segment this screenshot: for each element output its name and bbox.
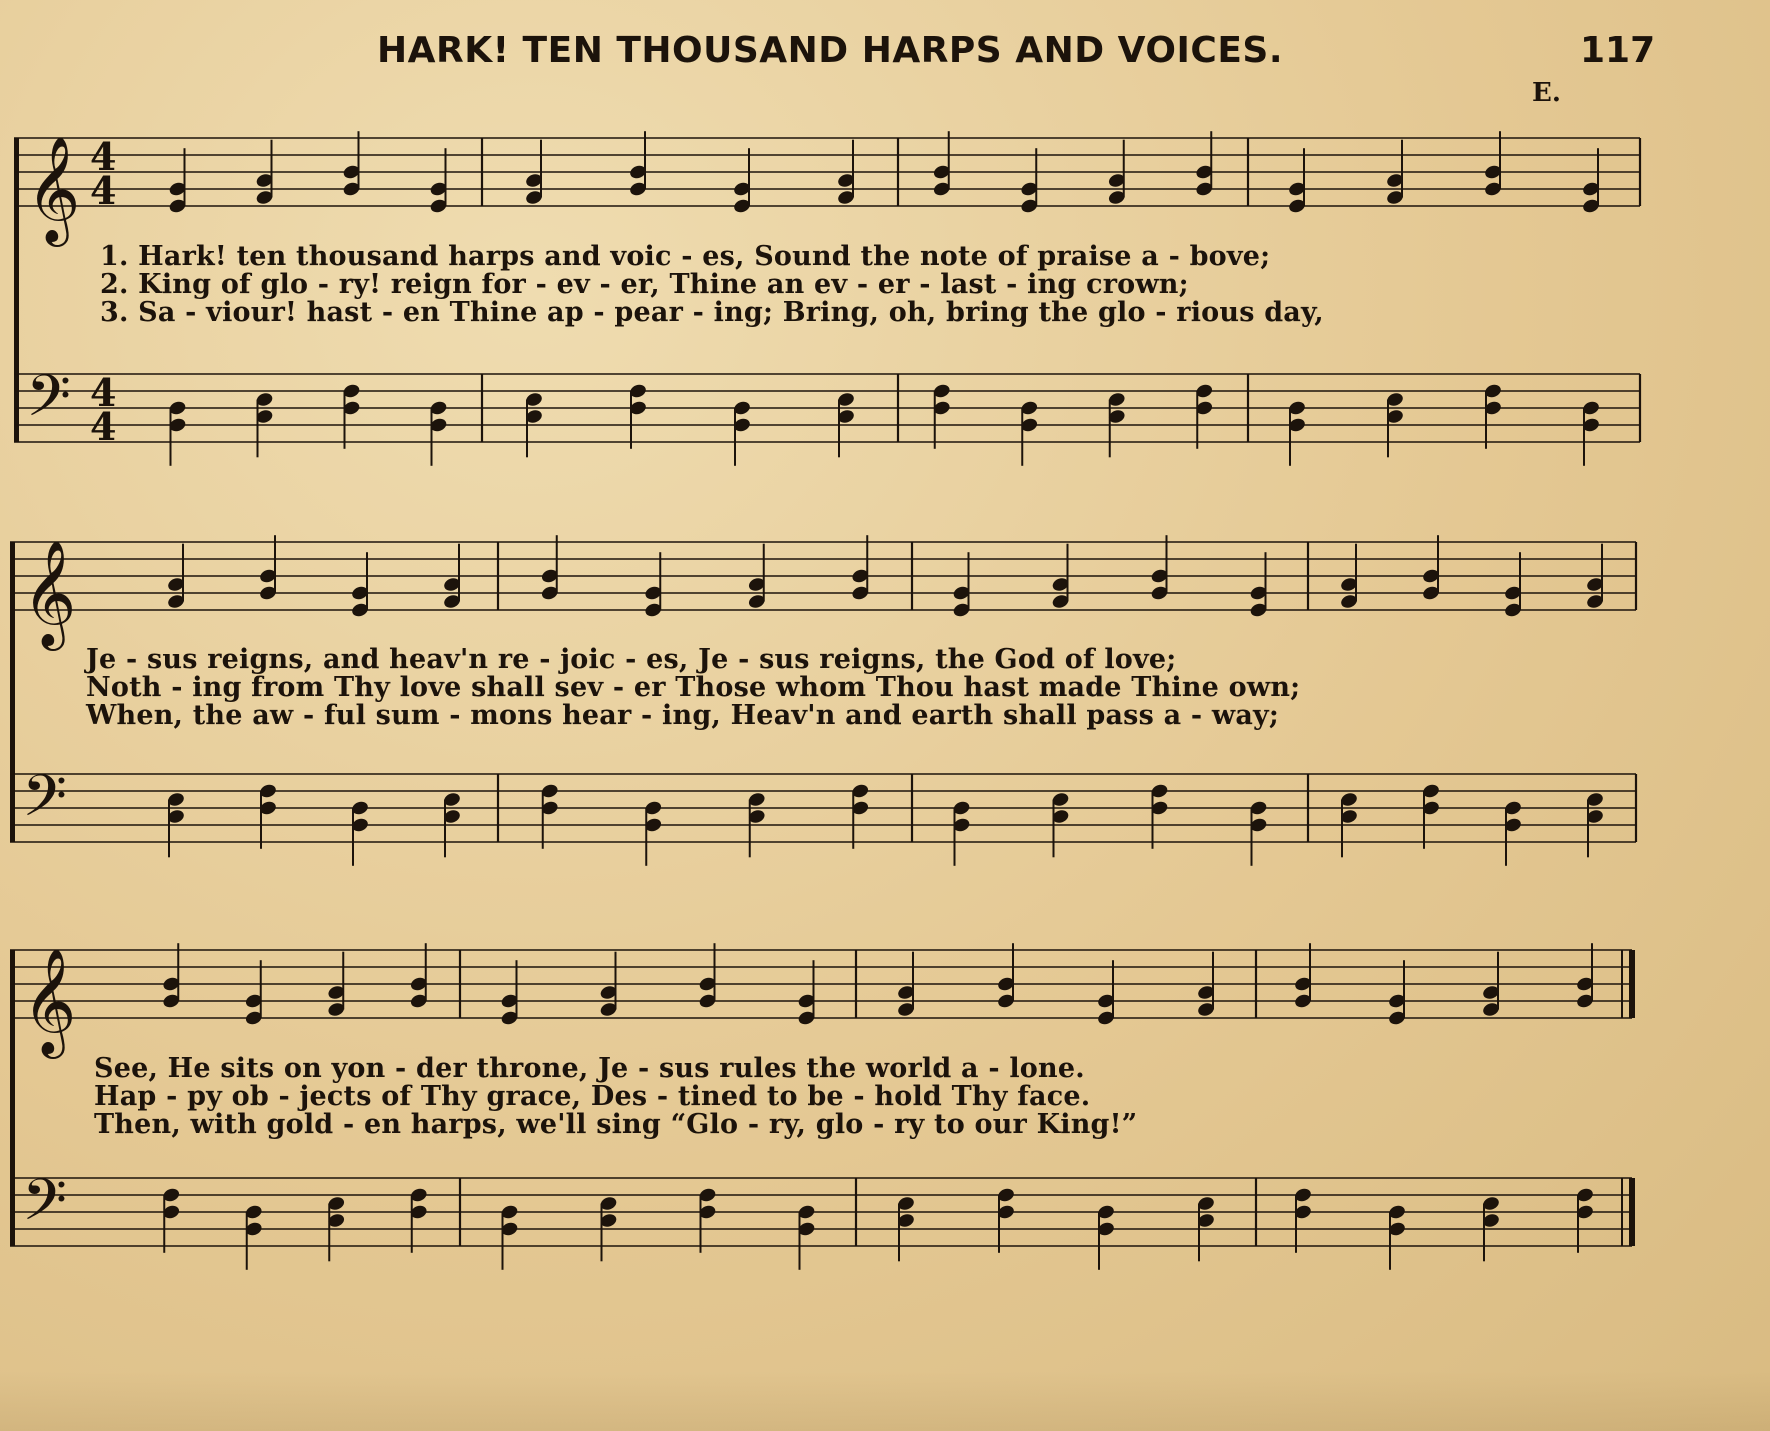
lyric-line: Then, with gold - en harps, we'll sing “Glo - ry, glo - ry to our King!” xyxy=(94,1109,1138,1140)
paper-shadow xyxy=(0,1371,1770,1431)
time-signature: 4 xyxy=(90,168,117,213)
page-title: HARK! TEN THOUSAND HARPS AND VOICES. xyxy=(376,30,1284,71)
time-signature: 4 xyxy=(90,370,117,415)
lyric-line: 3. Sa - viour! hast - en Thine ap - pear - ing; Bring, oh, bring the glo - rious day, xyxy=(100,297,1324,328)
lyric-line: 1. Hark! ten thousand harps and voic - es, Sound the note of praise a - bove; xyxy=(100,241,1271,272)
lyric-line: 2. King of glo - ry! reign for - ev - er, Thine an ev - er - last - ing crown; xyxy=(100,269,1189,300)
treble-clef-icon: 𝄞 xyxy=(22,539,77,646)
tempo-mark: E. xyxy=(1532,78,1561,108)
system-brace xyxy=(10,950,15,1246)
system-brace xyxy=(10,542,15,842)
lyric-line: When, the aw - ful sum - mons hear - ing, Heav'n and earth shall pass a - way; xyxy=(86,700,1280,731)
time-signature: 4 xyxy=(90,404,117,449)
bass-clef-icon: 𝄢 xyxy=(26,362,72,444)
treble-clef-icon: 𝄞 xyxy=(22,947,77,1054)
lyric-line: Je - sus reigns, and heav'n re - joic - es, Je - sus reigns, the God of love; xyxy=(86,644,1177,675)
page-number: 117 xyxy=(1580,30,1656,71)
system-brace xyxy=(14,138,19,442)
time-signature: 4 xyxy=(90,134,117,179)
lyric-line: See, He sits on yon - der throne, Je - sus rules the world a - lone. xyxy=(94,1053,1085,1084)
bass-clef-icon: 𝄢 xyxy=(22,762,68,844)
bass-clef-icon: 𝄢 xyxy=(22,1166,68,1248)
lyric-line: Hap - py ob - jects of Thy grace, Des - tined to be - hold Thy face. xyxy=(94,1081,1091,1112)
treble-clef-icon: 𝄞 xyxy=(26,135,81,242)
lyric-line: Noth - ing from Thy love shall sev - er Those whom Thou hast made Thine own; xyxy=(86,672,1301,703)
